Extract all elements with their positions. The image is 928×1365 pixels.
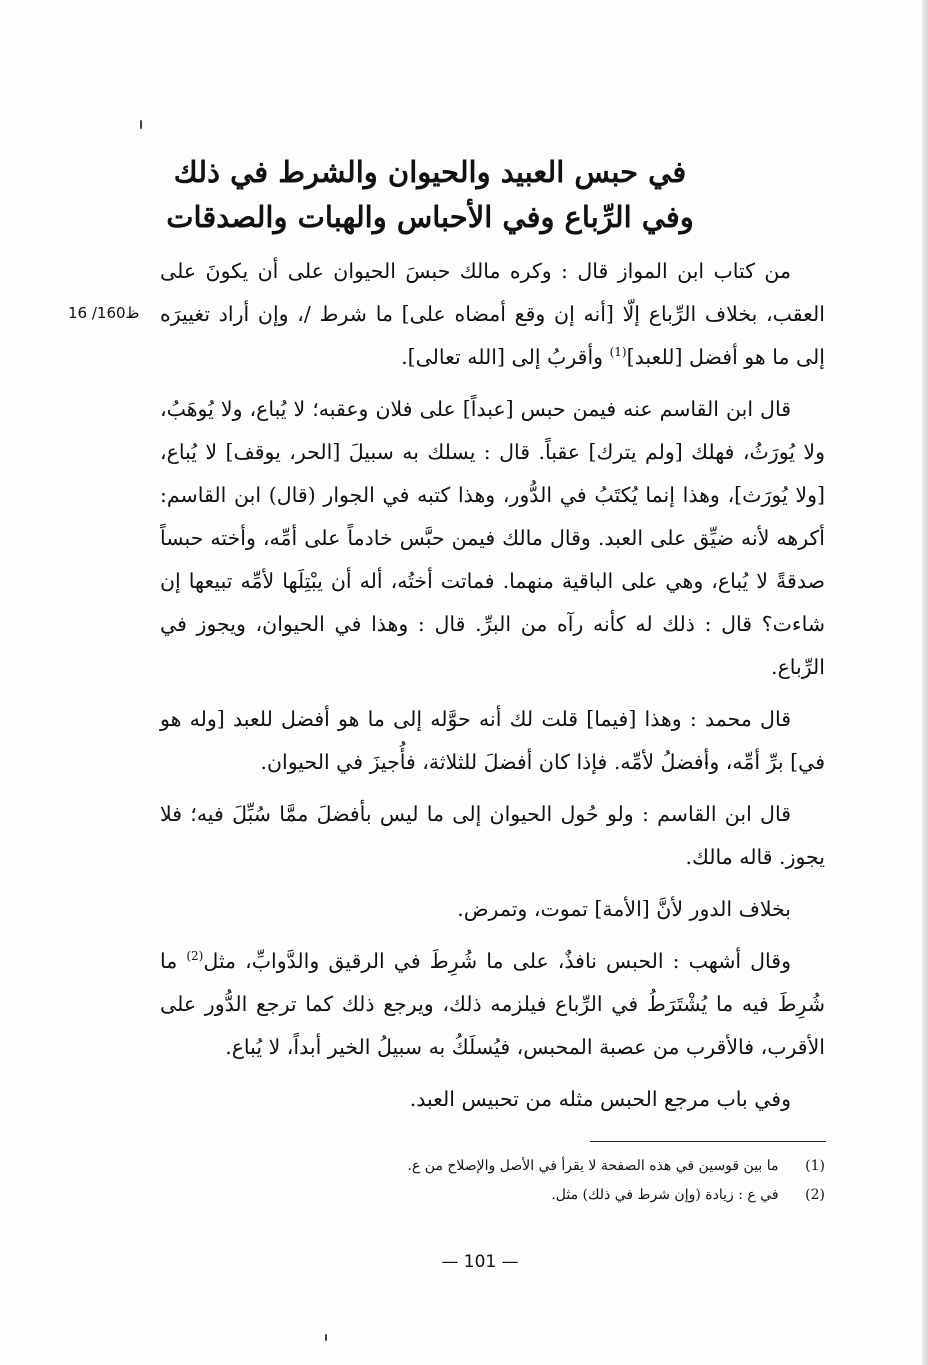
footnote (260, 1152, 825, 1181)
footnote-text: في ع : زيادة (وإن شرط في ذلك) مثل. (551, 1187, 779, 1203)
main-text (160, 250, 825, 1121)
scan-speck (140, 120, 142, 129)
paragraph: وفي باب مرجع الحبس مثله من تحبيس العبد. (409, 1087, 791, 1111)
paragraph-text: وأقربُ إلى [الله تعالى]. (401, 345, 610, 369)
paragraph-text: ما شُرِطَ فيه ما يُشْتَرَطُ في الرِّباع فيلزمه ذلك، ويرجع ذلك كما ترجع الدُّور على الأقرب، فالأقرب من عصبة المحبس، فيُسلَكُ به سبيلُ الخير أبداً، لا يُباع. (160, 949, 825, 1059)
page-edge-shadow (922, 0, 928, 1365)
paragraph: بخلاف الدور لأنَّ [الأمة] تموت، وتمرض. (457, 897, 791, 921)
chapter-title-line-1: في حبس العبيد والحيوان والشرط في ذلك (173, 155, 687, 189)
paragraph-text: من كتاب ابن المواز قال : وكره مالك حبسَ الحيوان على أن يكونَ على العقب، بخلاف الرِّباع إلّا [أنه إن وقع أمضاه على] ما شرط /، وإن أراد تغييرَه إلى ما هو أفضل [للعبد] (160, 259, 825, 369)
footnotes (260, 1152, 825, 1210)
footnote (260, 1181, 825, 1210)
footnote-separator (590, 1141, 826, 1142)
page-number: — 101 — (441, 1252, 519, 1272)
manuscript-folio-note: 16 /160ظ (68, 304, 140, 322)
paragraph (160, 940, 825, 1069)
footnote-ref: (1) (609, 345, 627, 360)
scan-speck (325, 1334, 327, 1341)
footnote-ref: (2) (186, 949, 204, 964)
paragraph (160, 250, 825, 379)
paragraph: قال ابن القاسم عنه فيمن حبس [عبداً] على فلان وعقبه؛ لا يُباع، ولا يُوهَبُ، ولا يُورَثُ، فهلك [ولم يترك] عقباً. قال : يسلك به سبيلَ [الحر، يوقف] لا يُباع، [ولا يُورَث]، وهذا إنما يُكتَبُ في الدُّور، وهذا كتبه في الجوار (قال) ابن القاسم: أكرهه لأنه ضيِّق على العبد. وقال مالك فيمن حبَّس خادماً على أمِّه، وأخته حبساً صدقةً لا يُباع، وهي على الباقية منهما. فماتت أختُه، أله أن يبْتِلَها لأمِّه تبيعها إن شاءت؟ قال : ذلك له كأنه رآه من البرِّ. قال : وهذا في الحيوان، ويجوز في الرِّباع. (160, 397, 825, 679)
chapter-title-line-2: وفي الرِّباع وفي الأحباس والهبات والصدقات (166, 200, 694, 234)
paragraph: قال ابن القاسم : ولو حُول الحيوان إلى ما ليس بأفضلَ ممَّا سُبِّلَ فيه؛ فلا يجوز. قاله مالك. (160, 802, 825, 869)
footnote-number: (1) (805, 1158, 825, 1174)
paragraph: قال محمد : وهذا [فيما] قلت لك أنه حوَّله إلى ما هو أفضل للعبد [وله هو في] برِّ أمِّه، وأفضلُ لأمِّه. فإذا كان أفضلَ للثلاثة، فأُجيزَ في الحيوان. (160, 707, 825, 774)
footnote-text: ما بين قوسين في هذه الصفحة لا يقرأ في الأصل والإصلاح من ع. (407, 1158, 779, 1174)
footnote-number: (2) (805, 1187, 825, 1203)
paragraph-text: وقال أشهب : الحبس نافذٌ، على ما شُرِطَ في الرقيق والدَّوابِّ، مثل (203, 949, 791, 973)
